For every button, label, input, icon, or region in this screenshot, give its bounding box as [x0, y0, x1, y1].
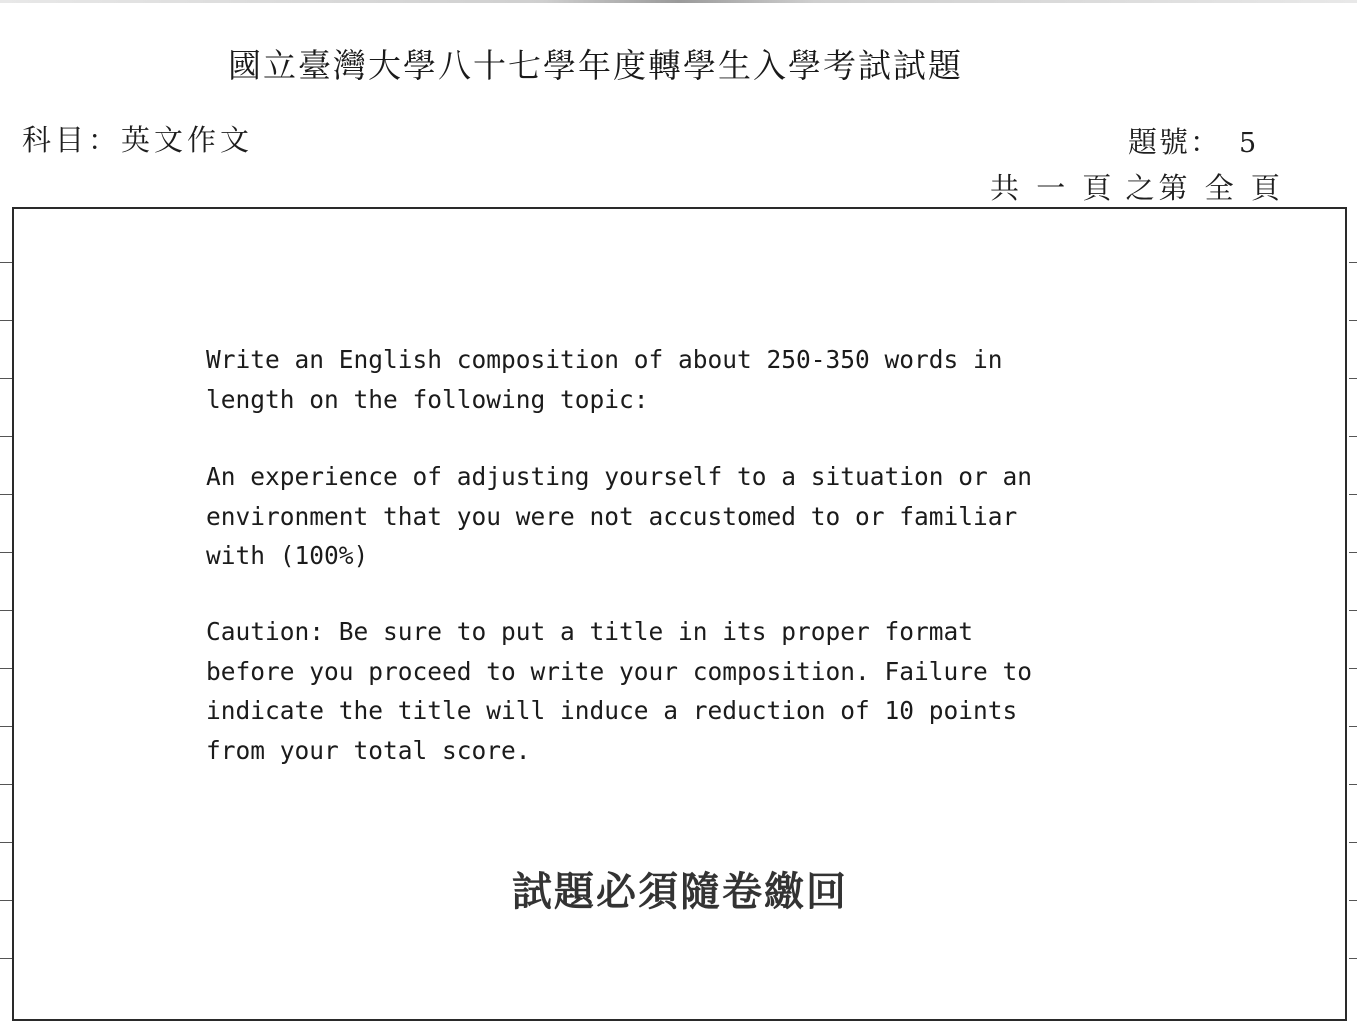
edge-tick [0, 726, 12, 727]
edge-tick [1349, 958, 1357, 959]
edge-tick [1349, 262, 1357, 263]
text-line: environment that you were not accustomed to or familiar [206, 501, 1018, 531]
caution-paragraph [206, 612, 1186, 770]
edge-tick [1349, 610, 1357, 611]
edge-tick [1349, 436, 1357, 437]
top-rule [0, 0, 1357, 3]
edge-tick [1349, 726, 1357, 727]
edge-tick [0, 784, 12, 785]
question-number-label: 題號： [1128, 125, 1222, 159]
text-line: with (100%) [206, 541, 369, 570]
question-number [1128, 120, 1258, 161]
return-notice-stamp: 試題必須隨卷繳回 [512, 868, 848, 915]
edge-tick [0, 552, 12, 553]
exam-title: 國立臺灣大學八十七學年度轉學生入學考試試題 [228, 46, 963, 85]
edge-tick [1349, 668, 1357, 669]
edge-tick [0, 436, 12, 437]
text-line: indicate the title will induce a reduction of 10 points [206, 696, 1018, 725]
edge-tick [0, 610, 12, 611]
instruction-paragraph [206, 340, 1186, 419]
edge-tick [0, 900, 12, 901]
subject-label: 科目：英文作文 [22, 123, 254, 157]
text-line: from your total score. [206, 735, 531, 765]
question-number-value: 5 [1239, 128, 1259, 159]
edge-tick [0, 494, 12, 495]
edge-tick [1349, 552, 1357, 553]
text-line: length on the following topic: [206, 384, 649, 414]
text-line: An experience of adjusting yourself to a situation or an [206, 462, 1033, 491]
text-line: before you proceed to write your composition. Failure to [206, 656, 1033, 686]
edge-tick [1349, 494, 1357, 495]
edge-tick [0, 668, 12, 669]
edge-tick [1349, 378, 1357, 379]
edge-tick [0, 378, 12, 379]
edge-tick [0, 262, 12, 263]
topic-paragraph [206, 457, 1186, 576]
edge-tick [1349, 842, 1357, 843]
edge-tick [0, 320, 12, 321]
text-line: Caution: Be sure to put a title in its proper format [206, 617, 974, 646]
page-current: 之第 全 頁 [1125, 171, 1284, 205]
edge-tick [0, 842, 12, 843]
page-info [990, 166, 1294, 207]
edge-tick [0, 958, 12, 959]
edge-tick [1349, 784, 1357, 785]
edge-tick [1349, 900, 1357, 901]
page-total: 共 一 頁 [990, 171, 1116, 205]
edge-tick [1349, 320, 1357, 321]
text-line: Write an English composition of about 250-350 words in [206, 345, 1003, 374]
